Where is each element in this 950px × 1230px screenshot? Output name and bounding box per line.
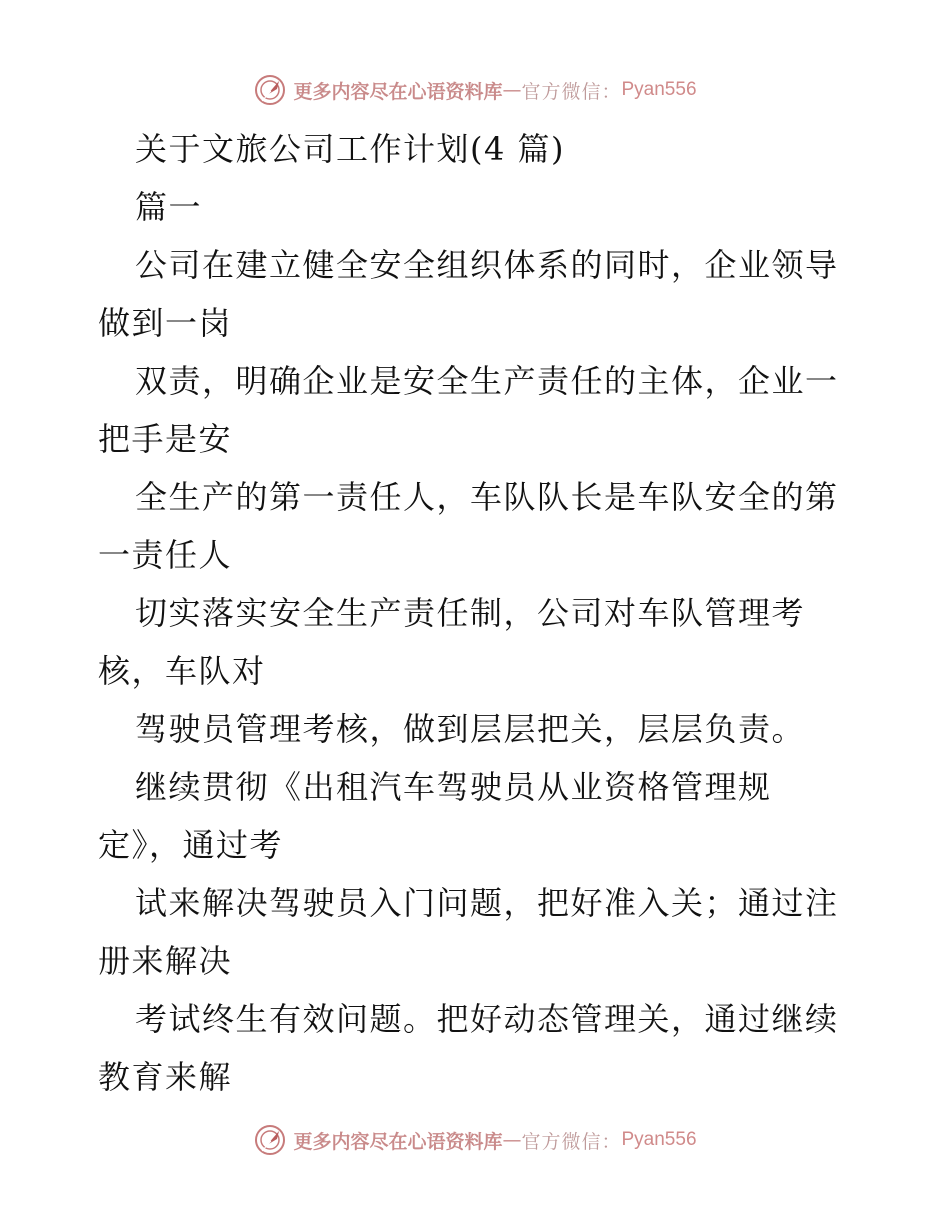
watermark-sub-text: 官方微信： [521,80,622,103]
section-heading: 篇一 [135,188,203,226]
feather-pen-logo-icon [253,73,287,107]
paragraph-line: 驾驶员管理考核，做到层层把关，层层负责。 [135,710,806,748]
watermark-dash: — [502,79,522,101]
paragraph-line: 核，车队对 [98,652,266,690]
document-body [98,120,858,1106]
paragraph-line: 把手是安 [98,420,233,458]
paragraph-line: 一责任人 [98,536,233,574]
watermark-wechat-id: Pyan556 [621,1129,697,1150]
paragraph-line: 双责，明确企业是安全生产责任的主体，企业一 [135,362,839,400]
watermark-main-text: 更多内容尽在心语资料库 [293,1130,503,1153]
document-title: 关于文旅公司工作计划(4 篇) [135,130,566,168]
watermark-dash: — [502,1129,522,1151]
paragraph-line: 公司在建立健全安全组织体系的同时，企业领导 [135,246,839,284]
paragraph-line: 考试终生有效问题。把好动态管理关，通过继续 [135,1000,839,1038]
paragraph-line: 全生产的第一责任人，车队队长是车队安全的第 [135,478,839,516]
paragraph-line: 定》，通过考 [98,826,284,864]
watermark-wechat-id: Pyan556 [621,79,697,100]
feather-pen-logo-icon [253,1123,287,1157]
paragraph-line: 试来解决驾驶员入门问题，把好准入关；通过注 [135,884,839,922]
paragraph-line: 切实落实安全生产责任制，公司对车队管理考 [135,594,806,632]
paragraph-line: 继续贯彻《出租汽车驾驶员从业资格管理规 [135,768,772,806]
footer-watermark-banner [0,1120,950,1160]
watermark-sub-text: 官方微信： [521,1130,622,1153]
paragraph-line: 做到一岗 [98,304,233,342]
watermark-main-text: 更多内容尽在心语资料库 [293,80,503,103]
paragraph-line: 册来解决 [98,942,233,980]
paragraph-line: 教育来解 [98,1058,233,1096]
header-watermark-banner [0,70,950,110]
